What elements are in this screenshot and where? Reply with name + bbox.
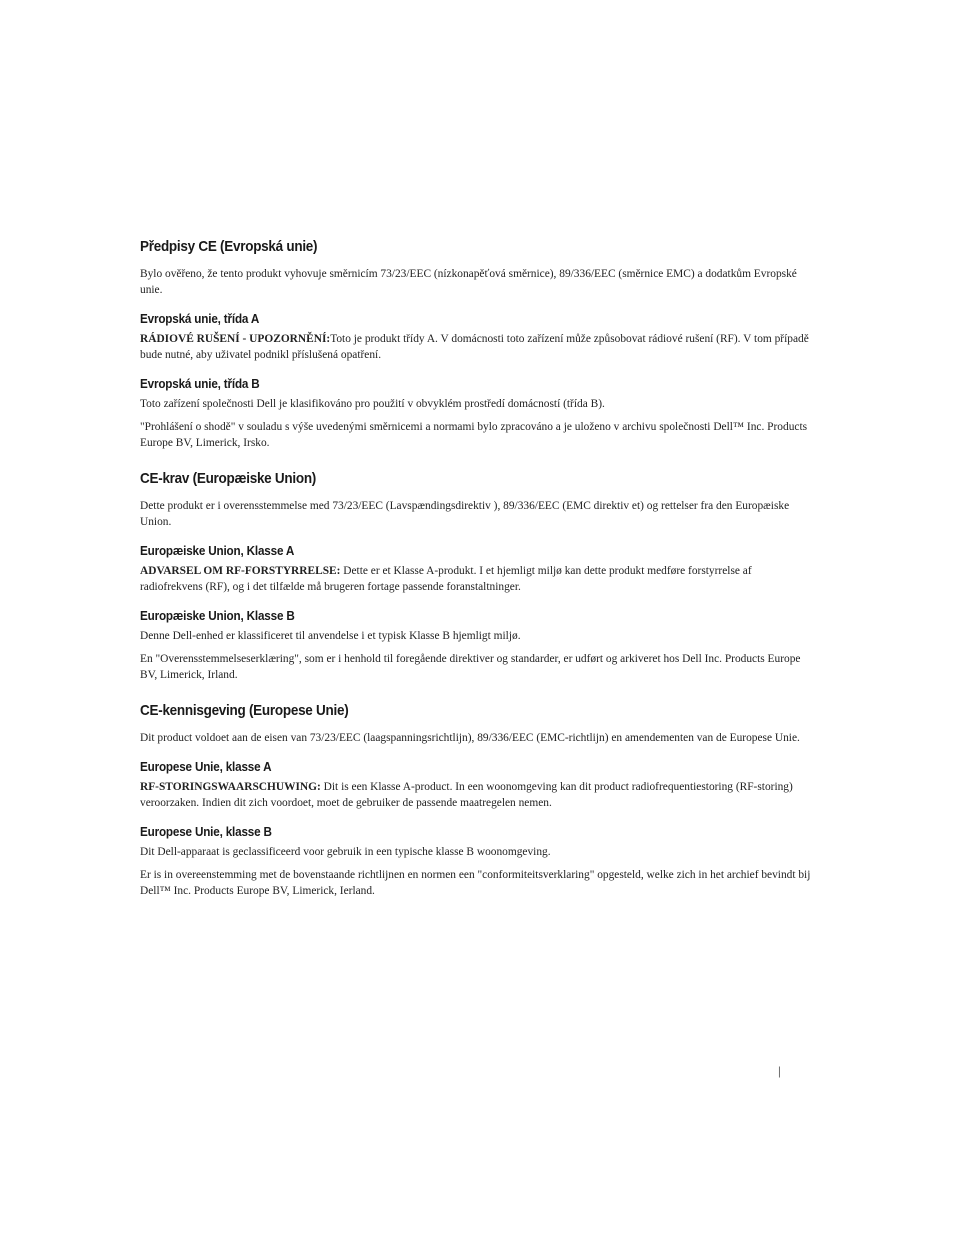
paragraph-cz-class-b-1: Toto zařízení společnosti Dell je klasifikováno pro použití v obvyklém prostředí domácností (třída B). xyxy=(140,398,605,410)
intro-cz: Bylo ověřeno, že tento produkt vyhovuje směrnicím 73/23/EEC (nízkonapěťová směrnice), 89/336/EEC (směrnice EMC) a dodatkům Evropské unie. xyxy=(140,268,797,296)
document-body xyxy=(140,238,814,899)
page-number: | xyxy=(778,1063,781,1078)
warning-text-dk: Dette er et Klasse A-produkt. I et hjemligt miljø kan dette produkt medføre forstyrrelse af radiofrekvens (RF), og i det tilfælde må brugeren fortage passende foranstaltninger. xyxy=(140,565,752,593)
paragraph-dk-class-b-1: Denne Dell-enhed er klassificeret til anvendelse i et typisk Klasse B hjemligt miljø. xyxy=(140,630,521,642)
intro-dk: Dette produkt er i overensstemmelse med 73/23/EEC (Lavspændingsdirektiv ), 89/336/EEC (EMC direktiv et) og rettelser fra den Europæiske Union. xyxy=(140,500,790,528)
subheading-cz-class-a: Evropská unie, třída A xyxy=(140,311,260,326)
paragraph-nl-class-b-1: Dit Dell-apparaat is geclassificeerd voor gebruik in een typische klasse B woonomgeving. xyxy=(140,846,551,858)
subheading-nl-class-a: Europese Unie, klasse A xyxy=(140,759,272,774)
paragraph-nl-class-b-2: Er is in overeenstemming met de bovenstaande richtlijnen en normen een "conformiteitsverklaring" opgesteld, welke zich in het archief bevindt bij Dell™ Inc. Products Europe BV, Limerick, Ierland. xyxy=(140,869,811,897)
subheading-nl-class-b: Europese Unie, klasse B xyxy=(140,824,272,839)
warning-label-cz: RÁDIOVÉ RUŠENÍ - UPOZORNĚNÍ: xyxy=(140,333,331,345)
heading-dk: CE-krav (Europæiske Union) xyxy=(140,470,317,487)
paragraph-cz-class-a xyxy=(140,331,814,363)
subheading-dk-class-a: Europæiske Union, Klasse A xyxy=(140,543,295,558)
section-dk xyxy=(140,470,814,683)
heading-nl: CE-kennisgeving (Europese Unie) xyxy=(140,702,349,719)
warning-text-cz: Toto je produkt třídy A. V domácnosti toto zařízení může způsobovat rádiové rušení (RF). V tom případě bude nutné, aby uživatel podnikl příslušená opatření. xyxy=(140,333,809,361)
heading-cz: Předpisy CE (Evropská unie) xyxy=(140,238,318,255)
warning-label-dk: ADVARSEL OM RF-FORSTYRRELSE: xyxy=(140,565,341,577)
paragraph-cz-class-b-2: "Prohlášení o shodě" v souladu s výše uvedenými směrnicemi a normami bylo zpracováno a je uloženo v archivu společnosti Dell™ Inc. Products Europe BV, Limerick, Irsko. xyxy=(140,421,808,449)
paragraph-dk-class-a xyxy=(140,563,814,595)
paragraph-dk-class-b-2: En "Overensstemmelseserklæring", som er i henhold til foregående direktiver og standarder, er udført og arkiveret hos Dell Inc. Products Europe BV, Limerick, Irland. xyxy=(140,653,801,681)
section-cz xyxy=(140,238,814,451)
intro-nl: Dit product voldoet aan de eisen van 73/23/EEC (laagspanningsrichtlijn), 89/336/EEC (EMC-richtlijn) en amendementen van de Europese Unie. xyxy=(140,732,800,744)
warning-text-nl: Dit is een Klasse A-product. In een woonomgeving kan dit product radiofrequentiestoring (RF-storing) veroorzaken. Indien dit zich voordoet, moet de gebruiker de passende maatregelen nemen. xyxy=(140,781,793,809)
paragraph-nl-class-a xyxy=(140,779,814,811)
subheading-dk-class-b: Europæiske Union, Klasse B xyxy=(140,608,295,623)
warning-label-nl: RF-STORINGSWAARSCHUWING: xyxy=(140,781,321,793)
subheading-cz-class-b: Evropská unie, třída B xyxy=(140,376,260,391)
section-nl xyxy=(140,702,814,899)
